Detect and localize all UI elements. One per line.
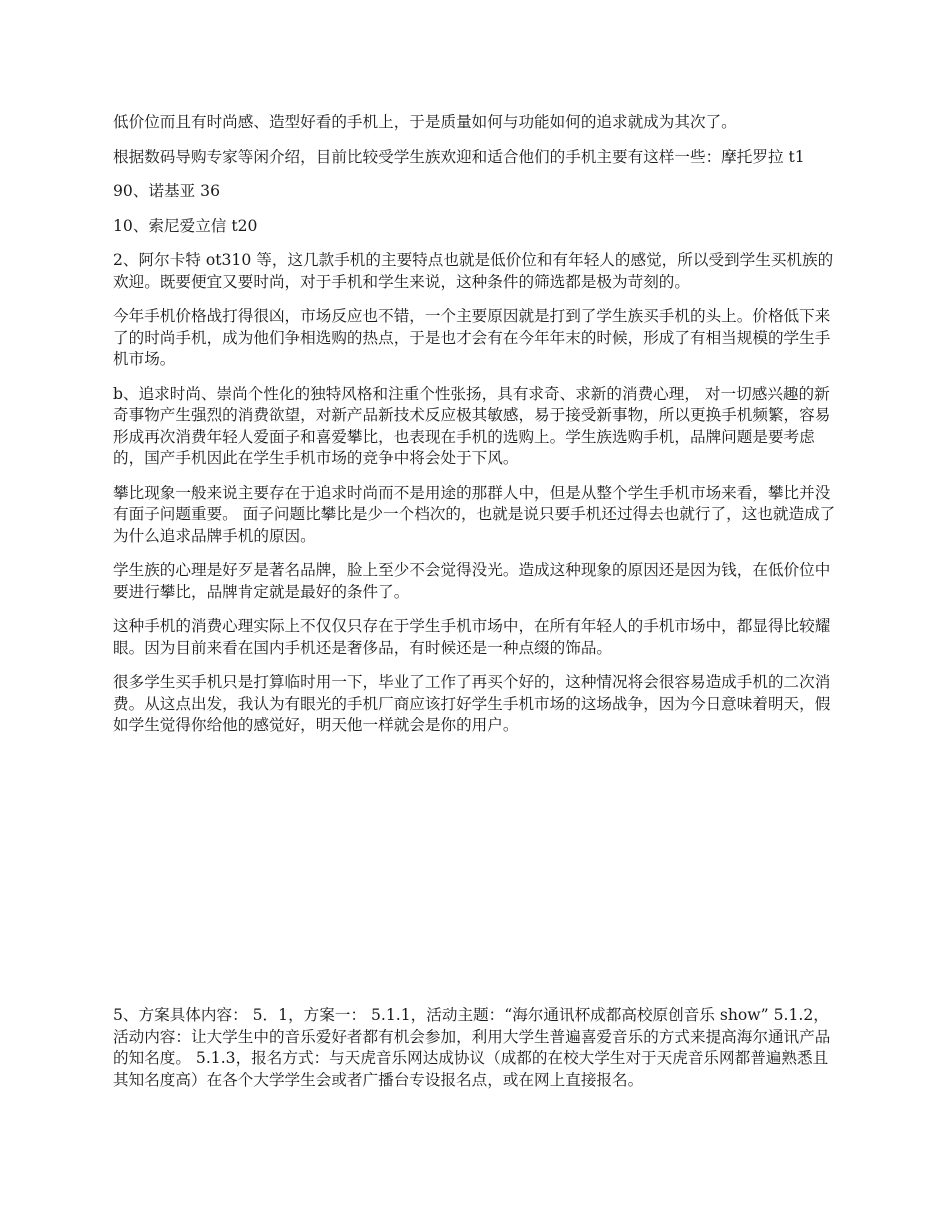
paragraph: 今年手机价格战打得很凶，市场反应也不错，一个主要原因就是打到了学生族买手机的头上。价格低下来了的时尚手机，成为他们争相选购的热点，于是也才会有在今年年末的时候，形成了有相当规模的学生手机市场。: [113, 307, 831, 368]
paragraph: 90、诺基亚 36: [113, 182, 221, 200]
paragraph-plan-details: 5、方案具体内容： 5．1，方案一： 5.1.1，活动主题：“海尔通讯杯成都高校原创音乐 show” 5.1.2，活动内容：让大学生中的音乐爱好者都有机会参加，利用大学生普遍喜爱音乐的方式来提高海尔通讯产品的知名度。 5.1.3，报名方式：与天虎音乐网达成协议（成都的在校大学生对于天虎音乐网都普遍熟悉且其知名度高）在各个大学学生会或者广播台专设报名点，或在网上直接报名。: [113, 1006, 831, 1089]
paragraph: 10、索尼爱立信 t20: [113, 216, 258, 235]
paragraph: b、追求时尚、崇尚个性化的独特风格和注重个性张扬，具有求奇、求新的消费心理， 对一切感兴趣的新奇事物产生强烈的消费欲望，对新产品新技术反应极其敏感，易于接受新事物，所以更换手机频繁，容易形成再次消费年轻人爱面子和喜爱攀比，也表现在手机的选购上。学生族选购手机，品牌问题是要考虑的，国产手机因此在学生手机市场的竞争中将会处于下风。: [113, 384, 831, 467]
text-block-plan: [113, 1005, 841, 1091]
paragraph: 根据数码导购专家等闲介绍，目前比较受学生族欢迎和适合他们的手机主要有这样一些：摩托罗拉 t1: [113, 147, 805, 166]
text-block-main: [113, 112, 841, 737]
paragraph: 攀比现象一般来说主要存在于追求时尚而不是用途的那群人中，但是从整个学生手机市场来看，攀比并没有面子问题重要。 面子问题比攀比是少一个档次的，也就是说只要手机还过得去也就行了，这也就造成了为什么追求品牌手机的原因。: [113, 483, 836, 545]
paragraph: 低价位而且有时尚感、造型好看的手机上，于是质量如何与功能如何的追求就成为其次了。: [113, 113, 737, 131]
paragraph: 很多学生买手机只是打算临时用一下，毕业了工作了再买个好的，这种情况将会很容易造成手机的二次消费。从这点出发，我认为有眼光的手机厂商应该打好学生手机市场的这场战争，因为今日意味着明天，假如学生觉得你给他的感觉好，明天他一样就会是你的用户。: [113, 673, 831, 734]
paragraph: 学生族的心理是好歹是著名品牌，脸上至少不会觉得没光。造成这种现象的原因还是因为钱，在低价位中要进行攀比，品牌肯定就是最好的条件了。: [113, 561, 831, 601]
paragraph: 这种手机的消费心理实际上不仅仅只存在于学生手机市场中，在所有年轻人的手机市场中，都显得比较耀眼。因为目前来看在国内手机还是奢侈品，有时候还是一种点缀的饰品。: [113, 617, 831, 657]
paragraph: 2、阿尔卡特 ot310 等，这几款手机的主要特点也就是低价位和有年轻人的感觉，所以受到学生买机族的欢迎。既要便宜又要时尚，对于手机和学生来说，这种条件的筛选都是极为苛刻的。: [113, 251, 834, 291]
